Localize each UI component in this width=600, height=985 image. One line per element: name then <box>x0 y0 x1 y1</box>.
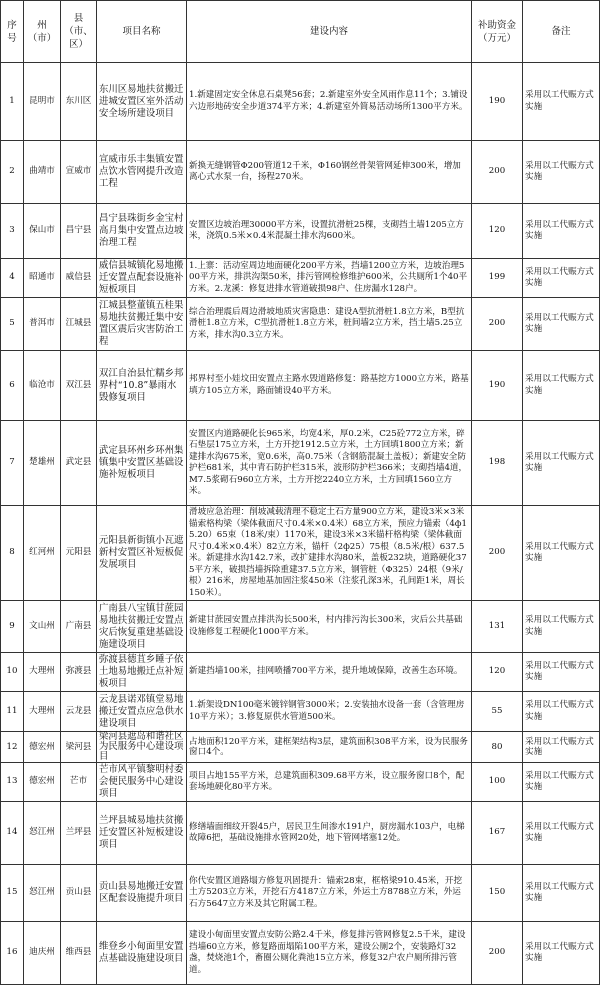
table-row <box>1 601 600 653</box>
header-no: 序号 <box>1 1 24 63</box>
cell-project: 弥渡县德苴乡睡子依土地易地搬迁点补短板项目 <box>97 653 187 692</box>
header-prefecture: 州（市） <box>24 1 61 63</box>
cell-funds: 198 <box>472 421 523 506</box>
header-funds: 补助资金（万元） <box>472 1 523 63</box>
table-row <box>1 653 600 692</box>
cell-no: 2 <box>1 141 24 204</box>
cell-content: 占地面积120平方米，建框架结构3层，建筑面积308平方米，设为民服务窗口4个。 <box>187 732 472 763</box>
header-county: 县（市、区） <box>61 1 97 63</box>
cell-county: 云龙县 <box>61 692 97 732</box>
cell-funds: 190 <box>472 351 523 421</box>
header-project: 项目名称 <box>97 1 187 63</box>
cell-prefecture: 大理州 <box>24 653 61 692</box>
cell-prefecture: 临沧市 <box>24 351 61 421</box>
cell-funds: 55 <box>472 692 523 732</box>
cell-remark: 采用以工代赈方式实施 <box>523 763 600 802</box>
cell-prefecture: 文山州 <box>24 601 61 653</box>
cell-county: 元阳县 <box>61 506 97 601</box>
table-row <box>1 351 600 421</box>
cell-content: 修缮墙面细纹开裂45户，居民卫生间渗水191户，厨房漏水103户，电梯故障6把，基础设施排水管网20处，地下管网堵塞12处。 <box>187 802 472 865</box>
cell-remark: 采用以工代赈方式实施 <box>523 141 600 204</box>
cell-prefecture: 红河州 <box>24 506 61 601</box>
cell-remark: 采用以工代赈方式实施 <box>523 802 600 865</box>
cell-county: 江城县 <box>61 298 97 351</box>
cell-funds: 200 <box>472 141 523 204</box>
cell-county: 昌宁县 <box>61 204 97 259</box>
cell-no: 14 <box>1 802 24 865</box>
cell-county: 维西县 <box>61 922 97 985</box>
cell-county: 威信县 <box>61 259 97 298</box>
table-row <box>1 732 600 763</box>
cell-funds: 200 <box>472 298 523 351</box>
cell-remark: 采用以工代赈方式实施 <box>523 204 600 259</box>
table-row <box>1 63 600 141</box>
cell-remark: 采用以工代赈方式实施 <box>523 421 600 506</box>
cell-no: 5 <box>1 298 24 351</box>
cell-content: 新换无缝钢管Φ200管道12千米，Φ160钢丝骨架管网延伸300米，增加离心式水泵一台，扬程270米。 <box>187 141 472 204</box>
cell-project: 贡山县易地搬迁安置区配套设施提升项目 <box>97 865 187 922</box>
cell-funds: 120 <box>472 653 523 692</box>
cell-no: 1 <box>1 63 24 141</box>
header-remark: 备注 <box>523 1 600 63</box>
table-row <box>1 141 600 204</box>
table-row <box>1 922 600 985</box>
cell-prefecture: 普洱市 <box>24 298 61 351</box>
cell-no: 13 <box>1 763 24 802</box>
cell-project: 维登乡小甸面里安置点基础设施建设项目 <box>97 922 187 985</box>
cell-prefecture: 保山市 <box>24 204 61 259</box>
cell-funds: 167 <box>472 802 523 865</box>
cell-project: 宣威市乐丰集镇安置点饮水管网提升改造工程 <box>97 141 187 204</box>
cell-remark: 采用以工代赈方式实施 <box>523 601 600 653</box>
cell-remark: 采用以工代赈方式实施 <box>523 865 600 922</box>
cell-no: 8 <box>1 506 24 601</box>
header-row <box>1 1 600 63</box>
cell-county: 武定县 <box>61 421 97 506</box>
cell-funds: 199 <box>472 259 523 298</box>
cell-county: 兰坪县 <box>61 802 97 865</box>
cell-funds: 190 <box>472 63 523 141</box>
cell-no: 12 <box>1 732 24 763</box>
table-row <box>1 763 600 802</box>
table-row <box>1 421 600 506</box>
cell-prefecture: 迪庆州 <box>24 922 61 985</box>
cell-content: 建设小甸面里安置点安防公路2.4千米，修复排污管网修复2.5千米，建设挡墙60立方米，修复路面塌陷100平方米，建设公厕2个，安装路灯32盏，焚烧池1个，畜圈公厕化粪池15立方米，修复32户农户厕所排污管道。 <box>187 922 472 985</box>
table-row <box>1 865 600 922</box>
cell-prefecture: 怒江州 <box>24 865 61 922</box>
cell-remark: 采用以工代赈方式实施 <box>523 653 600 692</box>
cell-project: 昌宁县珠街乡金宝村高月集中安置点边坡治理工程 <box>97 204 187 259</box>
cell-county: 贡山县 <box>61 865 97 922</box>
cell-project: 双江自治县忙糯乡邦界村“10.8”暴雨水毁修复项目 <box>97 351 187 421</box>
cell-prefecture: 昭通市 <box>24 259 61 298</box>
cell-content: 滑坡应急治理：削坡减载清理不稳定土石方量900立方米，建设3米×3米锚索格构梁（梁体截面尺寸0.4米×0.4米）68立方米，预应力锚索（4ф15.20）65束（18米/束）1170米，建设3米×3米锚杆格构梁（梁体截面尺寸0.4米×0.4米）82立方米，锚杆（2ф25）75根（8.5米/根）637.5米。新建排水沟142.7米，改扩建排水沟80米，盖板232块，道路硬化375平方米，破损挡墙拆除重建37.5立方米，钢管桩（Φ325）24根（9米/根）216米，房屋地基加固注浆450米（注浆孔深3米，孔间距1米，周长150米）。 <box>187 506 472 601</box>
cell-no: 11 <box>1 692 24 732</box>
cell-no: 4 <box>1 259 24 298</box>
table-row <box>1 506 600 601</box>
cell-content: 1.上寨：活动室周边地面硬化200平方米，挡墙1200立方米，边坡治理500平方米，排洪沟渠50米，排污管网检修维护600米，公共厕所1个40平方米。2.龙溪：修复进排水管道破损98户、住房漏水128户。 <box>187 259 472 298</box>
cell-no: 3 <box>1 204 24 259</box>
cell-county: 梁河县 <box>61 732 97 763</box>
cell-funds: 120 <box>472 204 523 259</box>
cell-project: 梁河县遮岛和谐社区为民服务中心建设项目 <box>97 732 187 763</box>
cell-funds: 131 <box>472 601 523 653</box>
cell-project: 威信县城镇化易地搬迁安置点配套设施补短板项目 <box>97 259 187 298</box>
cell-prefecture: 昆明市 <box>24 63 61 141</box>
cell-project: 云龙县诺邓镇堂易地搬迁安置点应急供水建设项目 <box>97 692 187 732</box>
cell-project: 兰坪县城易地扶贫搬迁安置区补短板建设项目 <box>97 802 187 865</box>
cell-funds: 80 <box>472 732 523 763</box>
table-row <box>1 802 600 865</box>
cell-funds: 200 <box>472 922 523 985</box>
cell-county: 弥渡县 <box>61 653 97 692</box>
cell-prefecture: 德宏州 <box>24 732 61 763</box>
cell-content: 安置区边坡治理30000平方米，设置抗滑桩25棵，支砌挡土墙1205立方米，浇筑0.5米×0.4米混凝土排水沟600米。 <box>187 204 472 259</box>
cell-county: 广南县 <box>61 601 97 653</box>
cell-content: 综合治理震后周边滑坡地质灾害隐患：建设A型抗滑桩1.8立方米，B型抗滑桩1.8立方米，C型抗滑桩1.8立方米，桩间墙2立方米，挡土墙5.25立方米，排水沟0.3立方米。 <box>187 298 472 351</box>
cell-funds: 100 <box>472 763 523 802</box>
cell-prefecture: 德宏州 <box>24 763 61 802</box>
cell-funds: 200 <box>472 506 523 601</box>
cell-remark: 采用以工代赈方式实施 <box>523 298 600 351</box>
cell-no: 6 <box>1 351 24 421</box>
cell-funds: 150 <box>472 865 523 922</box>
cell-prefecture: 曲靖市 <box>24 141 61 204</box>
cell-remark: 采用以工代赈方式实施 <box>523 692 600 732</box>
cell-county: 双江县 <box>61 351 97 421</box>
cell-remark: 采用以工代赈方式实施 <box>523 351 600 421</box>
cell-no: 10 <box>1 653 24 692</box>
cell-remark: 采用以工代赈方式实施 <box>523 506 600 601</box>
table-row <box>1 692 600 732</box>
table-row <box>1 259 600 298</box>
cell-content: 新建挡墙100米，挂网喷播700平方米，提升地域保障，改善生态环境。 <box>187 653 472 692</box>
cell-no: 15 <box>1 865 24 922</box>
cell-content: 新建甘蔗园安置点排洪沟长500米，村内排污沟长300米，灾后公共基础设施修复工程硬化1000平方米。 <box>187 601 472 653</box>
cell-project: 东川区易地扶贫搬迁进城安置区室外活动安全场所建设项目 <box>97 63 187 141</box>
cell-project: 芒市风平镇黎明村委会便民服务中心建设项目 <box>97 763 187 802</box>
table-row <box>1 298 600 351</box>
header-content: 建设内容 <box>187 1 472 63</box>
cell-project: 元阳县新街镇小瓦遮新村安置区补短板促发展项目 <box>97 506 187 601</box>
cell-remark: 采用以工代赈方式实施 <box>523 259 600 298</box>
cell-remark: 采用以工代赈方式实施 <box>523 922 600 985</box>
cell-remark: 采用以工代赈方式实施 <box>523 732 600 763</box>
cell-county: 芒市 <box>61 763 97 802</box>
cell-content: 1.新建固定安全休息石桌凳56套；2.新建室外安全风雨作息11个；3.铺设六边形地砖安全步道374平方米；4.新建室外简易活动场所1300平方米。 <box>187 63 472 141</box>
cell-project: 江城县整董镇五桂果易地扶贫搬迁集中安置区震后灾害防治工程 <box>97 298 187 351</box>
cell-no: 16 <box>1 922 24 985</box>
cell-content: 安置区内道路硬化长965米，均宽4米，厚0.2米，C25砼772立方米，碎石垫层175立方米，土方开挖1912.5立方米，土方回填1800立方米；新建排水沟675米，宽0.6米，高0.75米（含钢筋混凝土盖板）；新建安全防护栏681米，其中青石防护栏315米，波形防护栏366米；支砌挡墙4道，M7.5浆砌石960立方米，土方开挖2240立方米，土方回填1560立方米。 <box>187 421 472 506</box>
cell-project: 武定县环州乡环州集镇集中安置区基础设施补短板项目 <box>97 421 187 506</box>
cell-prefecture: 怒江州 <box>24 802 61 865</box>
cell-project: 广南县八宝镇甘蔗园易地扶贫搬迁安置点灾后恢复重建基础设施建设项目 <box>97 601 187 653</box>
cell-content: 邦界村至小娃坟田安置点主路水毁道路修复：路基挖方1000立方米，路基填方105立方米，路面铺设40平方米。 <box>187 351 472 421</box>
cell-remark: 采用以工代赈方式实施 <box>523 63 600 141</box>
cell-content: 1.新架设DN100毫米镀锌钢管3000米；2.安装抽水设备一套（含管理房10平方米）；3.修复原供水管道500米。 <box>187 692 472 732</box>
cell-prefecture: 楚雄州 <box>24 421 61 506</box>
table-row <box>1 204 600 259</box>
cell-county: 东川区 <box>61 63 97 141</box>
cell-no: 9 <box>1 601 24 653</box>
cell-prefecture: 大理州 <box>24 692 61 732</box>
cell-county: 宣威市 <box>61 141 97 204</box>
cell-no: 7 <box>1 421 24 506</box>
cell-content: 项目占地155平方米，总建筑面积309.68平方米，设立服务窗口8个，配套场地硬化80平方米。 <box>187 763 472 802</box>
cell-content: 你代安置区道路塌方修复巩固提升：锚索28束，框格梁910.45米，开挖土方5203立方米，开挖石方4187立方米，外运土方8788立方米，外运石方5647立方米及其它附属工程。 <box>187 865 472 922</box>
